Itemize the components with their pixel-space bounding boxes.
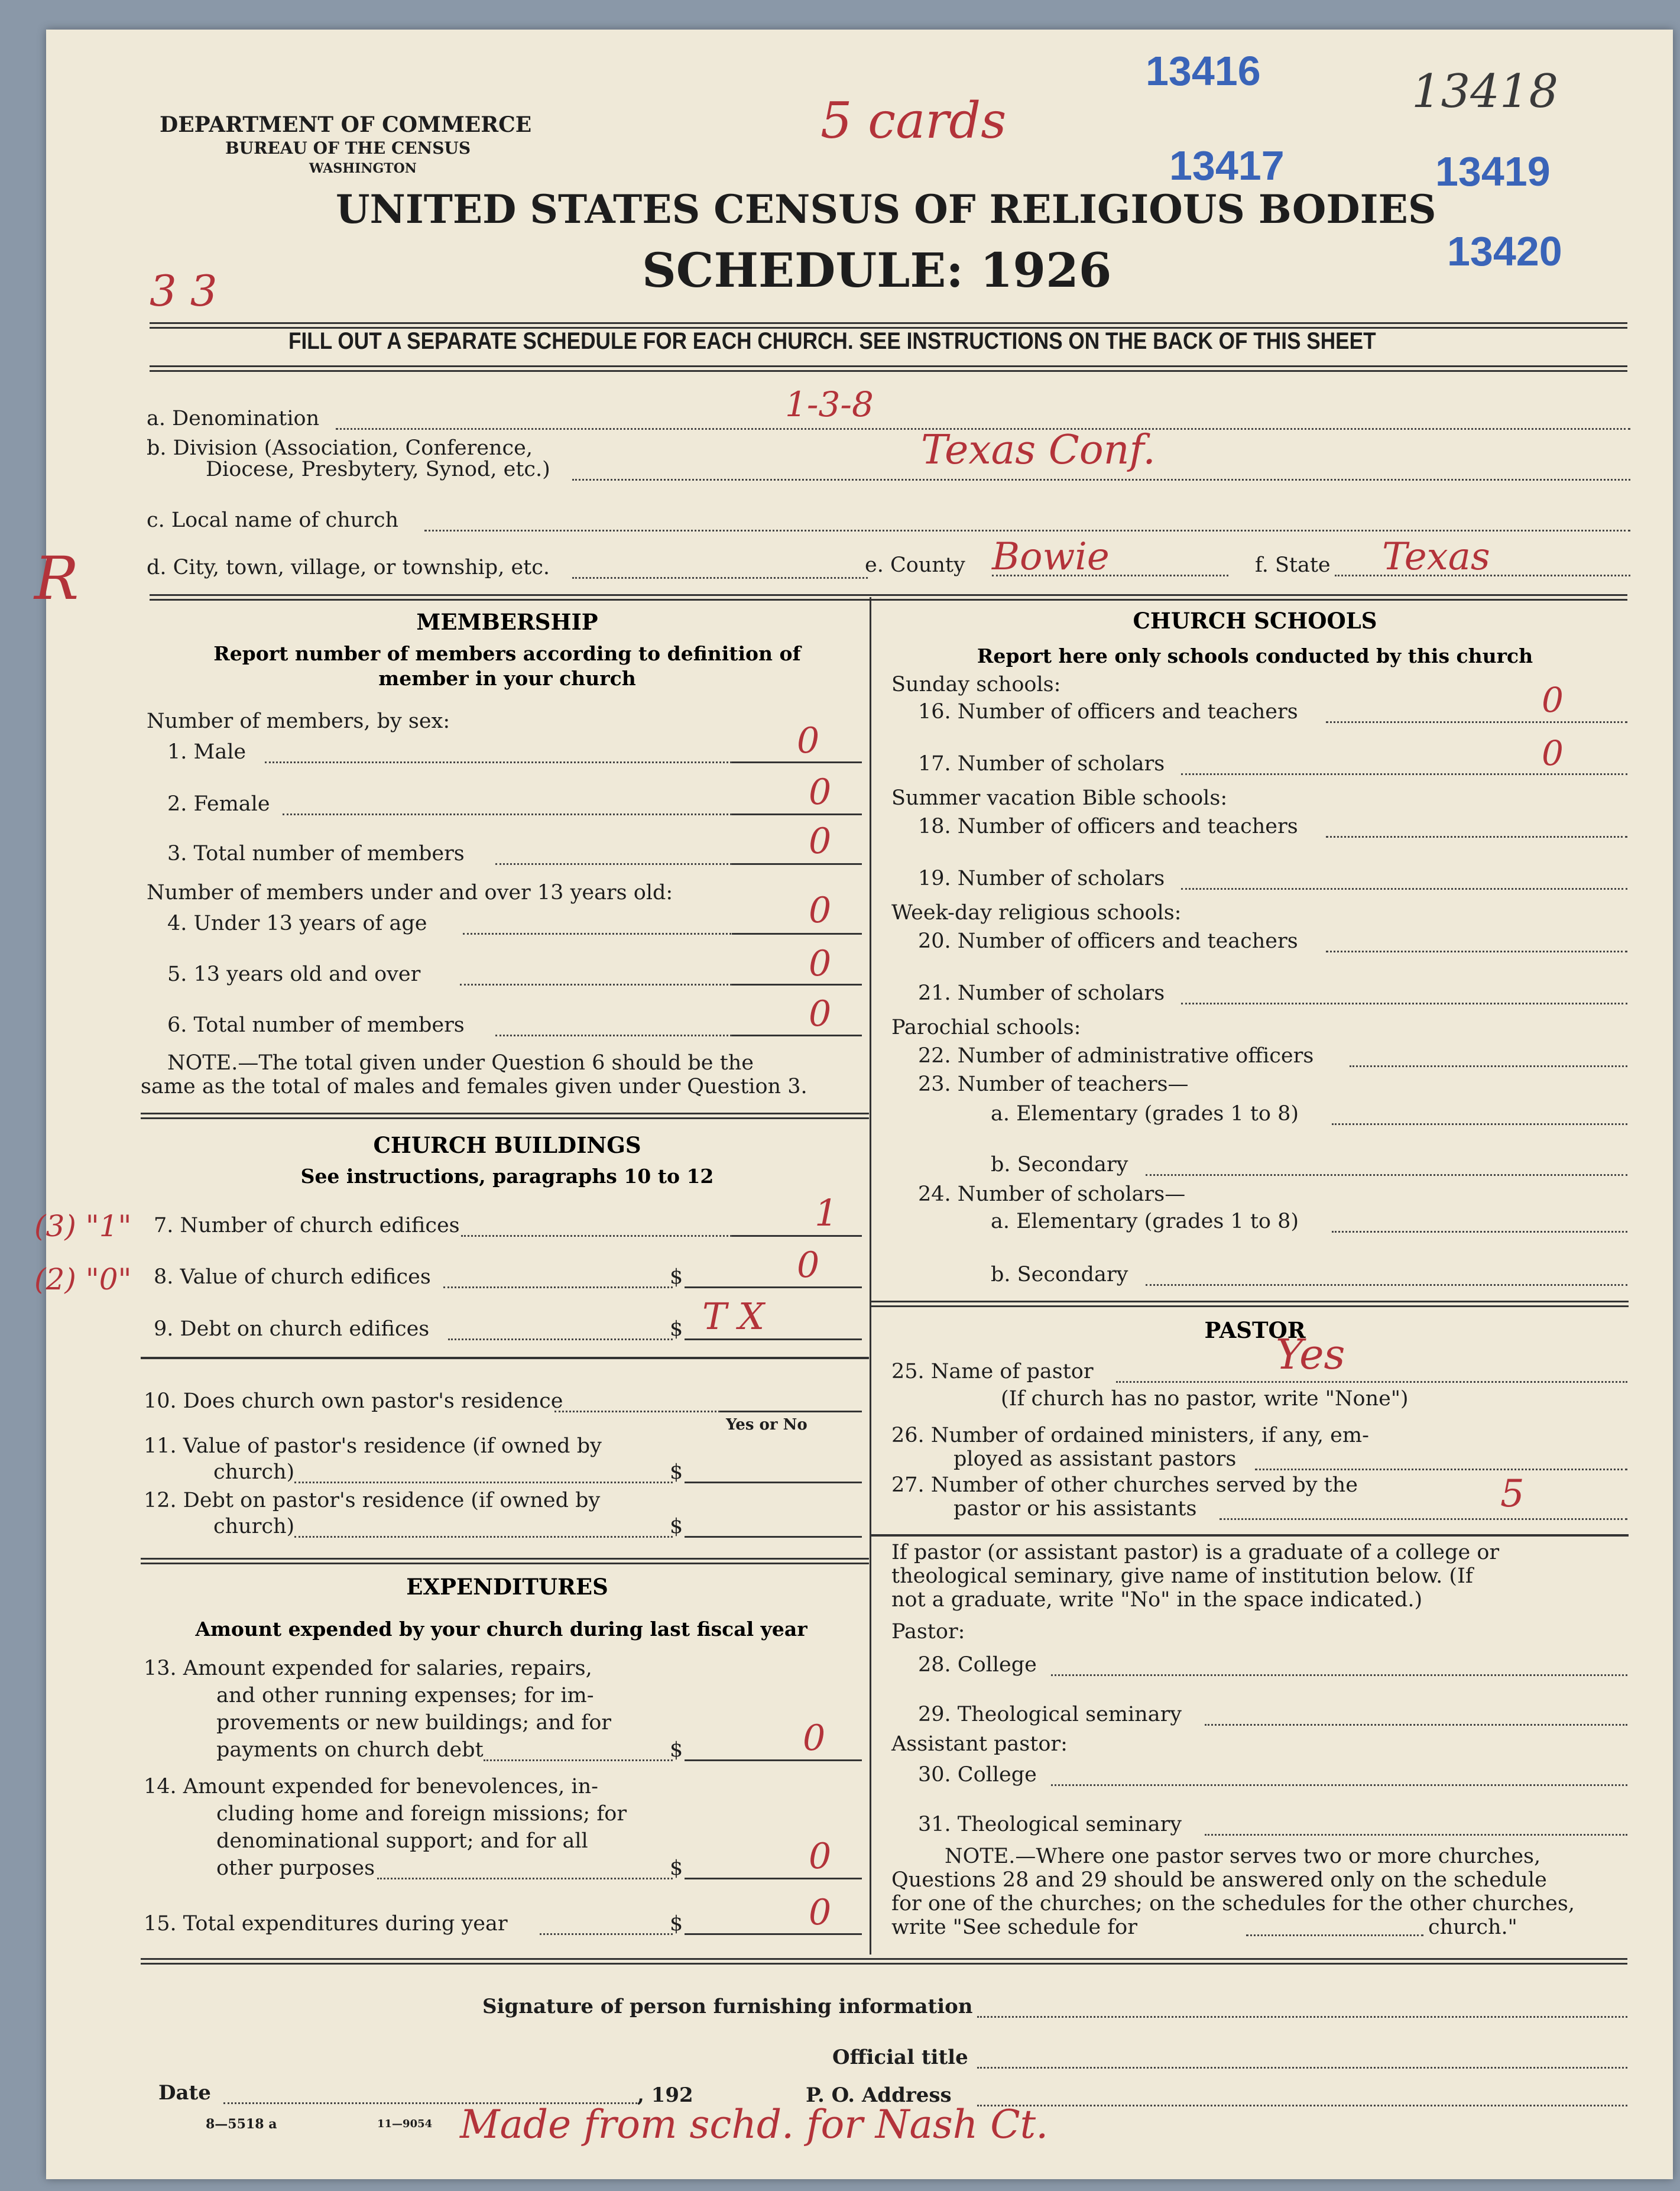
q19-line[interactable] [1181, 888, 1627, 890]
expenditures-heading: EXPENDITURES [406, 1574, 608, 1600]
q8-line [443, 1286, 673, 1288]
q24-label: 24. Number of scholars— [918, 1182, 1186, 1206]
q12-dollar: $ [670, 1515, 683, 1538]
yes-no-label: Yes or No [726, 1416, 807, 1434]
q5-label: 5. 13 years old and over [167, 962, 421, 986]
q27-label-2: pastor or his assistants [953, 1497, 1197, 1521]
denomination-value: 1-3-8 [785, 384, 874, 424]
bottom-note: Made from schd. for Nash Ct. [460, 2102, 1049, 2147]
q17-value: 0 [1542, 733, 1564, 773]
q13-value: 0 [803, 1717, 826, 1759]
q3-answer-line[interactable] [732, 863, 862, 865]
pastor-note-3: for one of the churches; on the schedules for the other churches, [891, 1892, 1575, 1915]
graduate-text-1: If pastor (or assistant pastor) is a graduate of a college or [891, 1541, 1500, 1564]
q10-answer-line[interactable] [720, 1411, 862, 1412]
q9-line [448, 1338, 673, 1340]
q13-label-2: and other running expenses; for im- [216, 1684, 594, 1707]
buildings-mid-rule [141, 1357, 869, 1359]
schools-heading: CHURCH SCHOOLS [1133, 608, 1377, 634]
q29-line[interactable] [1205, 1724, 1627, 1726]
local-name-line[interactable] [424, 530, 1630, 531]
q30-label: 30. College [918, 1763, 1037, 1787]
q13-answer-line[interactable] [685, 1759, 862, 1761]
official-title-label: Official title [832, 2046, 968, 2069]
q7-value: 1 [815, 1191, 838, 1234]
q5-line [460, 984, 767, 986]
department-label: DEPARTMENT OF COMMERCE [160, 112, 532, 137]
pastor-note-2: Questions 28 and 29 should be answered only on the schedule [891, 1868, 1547, 1892]
q12-label-1: 12. Debt on pastor's residence (if owned by [144, 1489, 601, 1512]
sunday-schools-label: Sunday schools: [891, 673, 1061, 696]
q26-line[interactable] [1255, 1469, 1627, 1470]
q14-label-4: other purposes [216, 1856, 375, 1880]
county-value: Bowie [992, 535, 1110, 579]
q9-value: T X [702, 1295, 765, 1338]
top-left-annotation: 3 3 [150, 266, 218, 316]
q14-label-3: denominational support; and for all [216, 1829, 588, 1853]
q28-label: 28. College [918, 1653, 1037, 1677]
q17-line[interactable] [1181, 773, 1627, 775]
parochial-schools-label: Parochial schools: [891, 1016, 1081, 1039]
division-label-1: b. Division (Association, Conference, [147, 436, 533, 460]
census-schedule-sheet [34, 30, 1673, 2179]
q7-line [461, 1235, 767, 1237]
q12-answer-line[interactable] [685, 1536, 862, 1538]
members-by-age-label: Number of members under and over 13 years old: [147, 881, 673, 905]
membership-rule [141, 1113, 869, 1119]
q9-dollar: $ [670, 1317, 683, 1341]
schools-rule [871, 1301, 1629, 1307]
q23a-label: a. Elementary (grades 1 to 8) [991, 1102, 1299, 1126]
pastor-note-4: write "See schedule for [891, 1915, 1137, 1939]
q30-line[interactable] [1051, 1784, 1627, 1786]
buildings-rule [141, 1558, 869, 1564]
graduate-text-2: theological seminary, give name of institution below. (If [891, 1564, 1473, 1588]
q24b-line[interactable] [1146, 1284, 1627, 1286]
q13-dollar: $ [670, 1738, 683, 1762]
q14-answer-line[interactable] [685, 1878, 862, 1879]
q2-line [283, 813, 767, 815]
q23b-label: b. Secondary [991, 1153, 1128, 1176]
q19-label: 19. Number of scholars [918, 867, 1165, 890]
q11-answer-line[interactable] [685, 1482, 862, 1483]
form-code-2: 11—9054 [377, 2118, 433, 2130]
q25-line[interactable] [1116, 1381, 1627, 1383]
q16-label: 16. Number of officers and teachers [918, 700, 1298, 724]
q26-label-1: 26. Number of ordained ministers, if any, em- [891, 1424, 1369, 1447]
q14-dollar: $ [670, 1856, 683, 1880]
q5-answer-line[interactable] [732, 984, 862, 986]
q12-line [294, 1536, 673, 1538]
margin-q7-annotation: (3) "1" [34, 1209, 132, 1243]
q4-answer-line[interactable] [732, 933, 862, 935]
expenditures-sub: Amount expended by your church during last fiscal year [195, 1618, 807, 1641]
official-title-line[interactable] [977, 2067, 1627, 2069]
q26-label-2: ployed as assistant pastors [953, 1447, 1237, 1471]
q11-dollar: $ [670, 1460, 683, 1484]
membership-sub-1: Report number of members according to definition of [213, 642, 801, 665]
q8-dollar: $ [670, 1265, 683, 1289]
q20-line[interactable] [1326, 951, 1627, 952]
margin-r-annotation: R [34, 544, 79, 613]
q10-label: 10. Does church own pastor's residence [144, 1389, 563, 1413]
q3-line [495, 863, 767, 865]
q8-value: 0 [797, 1244, 820, 1286]
q24b-label: b. Secondary [991, 1263, 1128, 1286]
members-by-sex-label: Number of members, by sex: [147, 709, 450, 733]
summer-schools-label: Summer vacation Bible schools: [891, 786, 1228, 810]
stamp-number-2: 13417 [1169, 142, 1285, 189]
q8-answer-line[interactable] [685, 1286, 862, 1288]
q9-answer-line[interactable] [685, 1338, 862, 1340]
q18-label: 18. Number of officers and teachers [918, 815, 1298, 838]
division-line[interactable] [572, 479, 1630, 481]
q23a-line[interactable] [1332, 1123, 1627, 1125]
po-address-label: P. O. Address [806, 2083, 952, 2107]
q31-label: 31. Theological seminary [918, 1813, 1182, 1836]
q14-line [377, 1878, 673, 1879]
q4-label: 4. Under 13 years of age [167, 912, 427, 935]
q6-label: 6. Total number of members [167, 1013, 465, 1037]
q11-line [294, 1482, 673, 1483]
q1-answer-line[interactable] [732, 761, 862, 763]
q24a-label: a. Elementary (grades 1 to 8) [991, 1210, 1299, 1233]
city-line[interactable] [572, 577, 868, 579]
q5-value: 0 [809, 943, 832, 984]
q17-label: 17. Number of scholars [918, 752, 1165, 776]
q4-line [463, 933, 767, 935]
q15-answer-line[interactable] [685, 1933, 862, 1935]
weekday-schools-label: Week-day religious schools: [891, 901, 1182, 925]
q4-value: 0 [809, 890, 832, 931]
pastor-heading: PASTOR [1204, 1317, 1306, 1343]
schools-sub: Report here only schools conducted by this church [977, 644, 1533, 667]
q2-answer-line[interactable] [732, 813, 862, 815]
footer-rule [141, 1958, 1627, 1965]
sections-top-rule [150, 594, 1627, 601]
q3-value: 0 [809, 821, 832, 862]
q25-note: (If church has no pastor, write "None") [1001, 1387, 1409, 1411]
q13-label-3: provements or new buildings; and for [216, 1711, 612, 1735]
division-label-2: Diocese, Presbytery, Synod, etc.) [206, 458, 550, 481]
q12-label-2: church) [213, 1515, 295, 1538]
q18-line[interactable] [1326, 836, 1627, 838]
form-title: UNITED STATES CENSUS OF RELIGIOUS BODIES [336, 186, 1436, 232]
buildings-sub: See instructions, paragraphs 10 to 12 [300, 1165, 714, 1188]
instruction-rule [150, 365, 1627, 372]
graduate-text-3: not a graduate, write "No" in the space indicated.) [891, 1588, 1423, 1612]
q14-label-2: cluding home and foreign missions; for [216, 1802, 627, 1826]
stamp-number-4: 13420 [1447, 228, 1562, 274]
stamp-number-3: 13419 [1435, 148, 1551, 195]
county-label: e. County [865, 553, 965, 577]
column-divider [870, 597, 871, 1955]
q27-value: 5 [1500, 1472, 1525, 1516]
q15-dollar: $ [670, 1912, 683, 1936]
q14-value: 0 [809, 1836, 832, 1877]
pastor-mid-rule [871, 1534, 1629, 1537]
pastor-note-1: NOTE.—Where one pastor serves two or more churches, [945, 1845, 1541, 1868]
q25-value: Yes [1276, 1330, 1345, 1379]
q20-label: 20. Number of officers and teachers [918, 929, 1298, 953]
q6-value: 0 [809, 993, 832, 1035]
q31-line[interactable] [1205, 1834, 1627, 1836]
q14-label-1: 14. Amount expended for benevolences, in- [144, 1775, 598, 1798]
city-label: WASHINGTON [309, 161, 417, 176]
q6-answer-line[interactable] [732, 1035, 862, 1036]
instruction-line: FILL OUT A SEPARATE SCHEDULE FOR EACH CHURCH. SEE INSTRUCTIONS ON THE BACK OF THIS SHEET [288, 328, 1376, 354]
pencil-number: 13418 [1412, 65, 1559, 118]
pastor-sub-label: Pastor: [891, 1620, 965, 1644]
membership-heading: MEMBERSHIP [416, 609, 598, 635]
q2-value: 0 [809, 772, 832, 813]
q24a-line[interactable] [1332, 1231, 1627, 1233]
form-code-1: 8—5518 a [206, 2117, 277, 2132]
pastor-note-5: church." [1428, 1915, 1517, 1939]
membership-note-1: NOTE.—The total given under Question 6 should be the [167, 1051, 754, 1075]
q3-label: 3. Total number of members [167, 842, 465, 866]
q21-label: 21. Number of scholars [918, 981, 1165, 1005]
q13-label-4: payments on church debt [216, 1738, 484, 1762]
q10-line [554, 1411, 720, 1412]
city-field-label: d. City, town, village, or township, etc. [147, 556, 550, 579]
cards-annotation: 5 cards [820, 92, 1007, 150]
signature-label: Signature of person furnishing information [482, 1995, 973, 2018]
q1-line [265, 761, 767, 763]
q28-line[interactable] [1051, 1674, 1627, 1676]
membership-note-2: same as the total of males and females given under Question 3. [141, 1075, 807, 1098]
signature-line[interactable] [977, 2016, 1627, 2018]
schedule-title: SCHEDULE: 1926 [642, 242, 1112, 298]
state-label: f. State [1255, 553, 1331, 577]
q25-label: 25. Name of pastor [891, 1360, 1094, 1383]
division-value: Texas Conf. [921, 427, 1156, 474]
q15-value: 0 [809, 1892, 832, 1933]
q23b-line[interactable] [1146, 1174, 1627, 1176]
bureau-label: BUREAU OF THE CENSUS [225, 138, 471, 158]
see-schedule-line[interactable] [1246, 1934, 1423, 1936]
q21-line[interactable] [1181, 1003, 1627, 1004]
denomination-label: a. Denomination [147, 407, 320, 430]
q23-label: 23. Number of teachers— [918, 1072, 1189, 1096]
buildings-heading: CHURCH BUILDINGS [373, 1132, 641, 1158]
q27-line[interactable] [1220, 1518, 1627, 1520]
margin-q8-annotation: (2) "0" [34, 1262, 132, 1297]
q22-line[interactable] [1350, 1065, 1627, 1067]
q8-label: 8. Value of church edifices [154, 1265, 431, 1289]
q6-line [495, 1035, 767, 1036]
year-label: , 192 [637, 2083, 693, 2107]
q16-value: 0 [1542, 680, 1564, 720]
membership-sub-2: member in your church [378, 667, 636, 690]
q29-label: 29. Theological seminary [918, 1703, 1182, 1726]
assistant-pastor-label: Assistant pastor: [891, 1732, 1068, 1756]
q1-value: 0 [797, 720, 820, 761]
q9-label: 9. Debt on church edifices [154, 1317, 430, 1341]
q15-label: 15. Total expenditures during year [144, 1912, 508, 1936]
q2-label: 2. Female [167, 792, 270, 816]
local-name-label: c. Local name of church [147, 508, 399, 532]
stamp-number-1: 13416 [1146, 48, 1261, 94]
q16-line[interactable] [1326, 721, 1627, 723]
q27-label-1: 27. Number of other churches served by the [891, 1473, 1358, 1497]
q7-label: 7. Number of church edifices [154, 1214, 460, 1237]
q15-line [540, 1933, 673, 1935]
q22-label: 22. Number of administrative officers [918, 1044, 1314, 1068]
q11-label-2: church) [213, 1460, 295, 1484]
state-value: Texas [1382, 535, 1490, 579]
date-label: Date [158, 2081, 211, 2105]
q1-label: 1. Male [167, 740, 247, 764]
q13-label-1: 13. Amount expended for salaries, repairs, [144, 1657, 592, 1680]
po-address-line[interactable] [977, 2105, 1627, 2106]
q7-answer-line[interactable] [732, 1235, 862, 1237]
q13-line [484, 1759, 673, 1761]
q11-label-1: 11. Value of pastor's residence (if owned by [144, 1434, 602, 1458]
